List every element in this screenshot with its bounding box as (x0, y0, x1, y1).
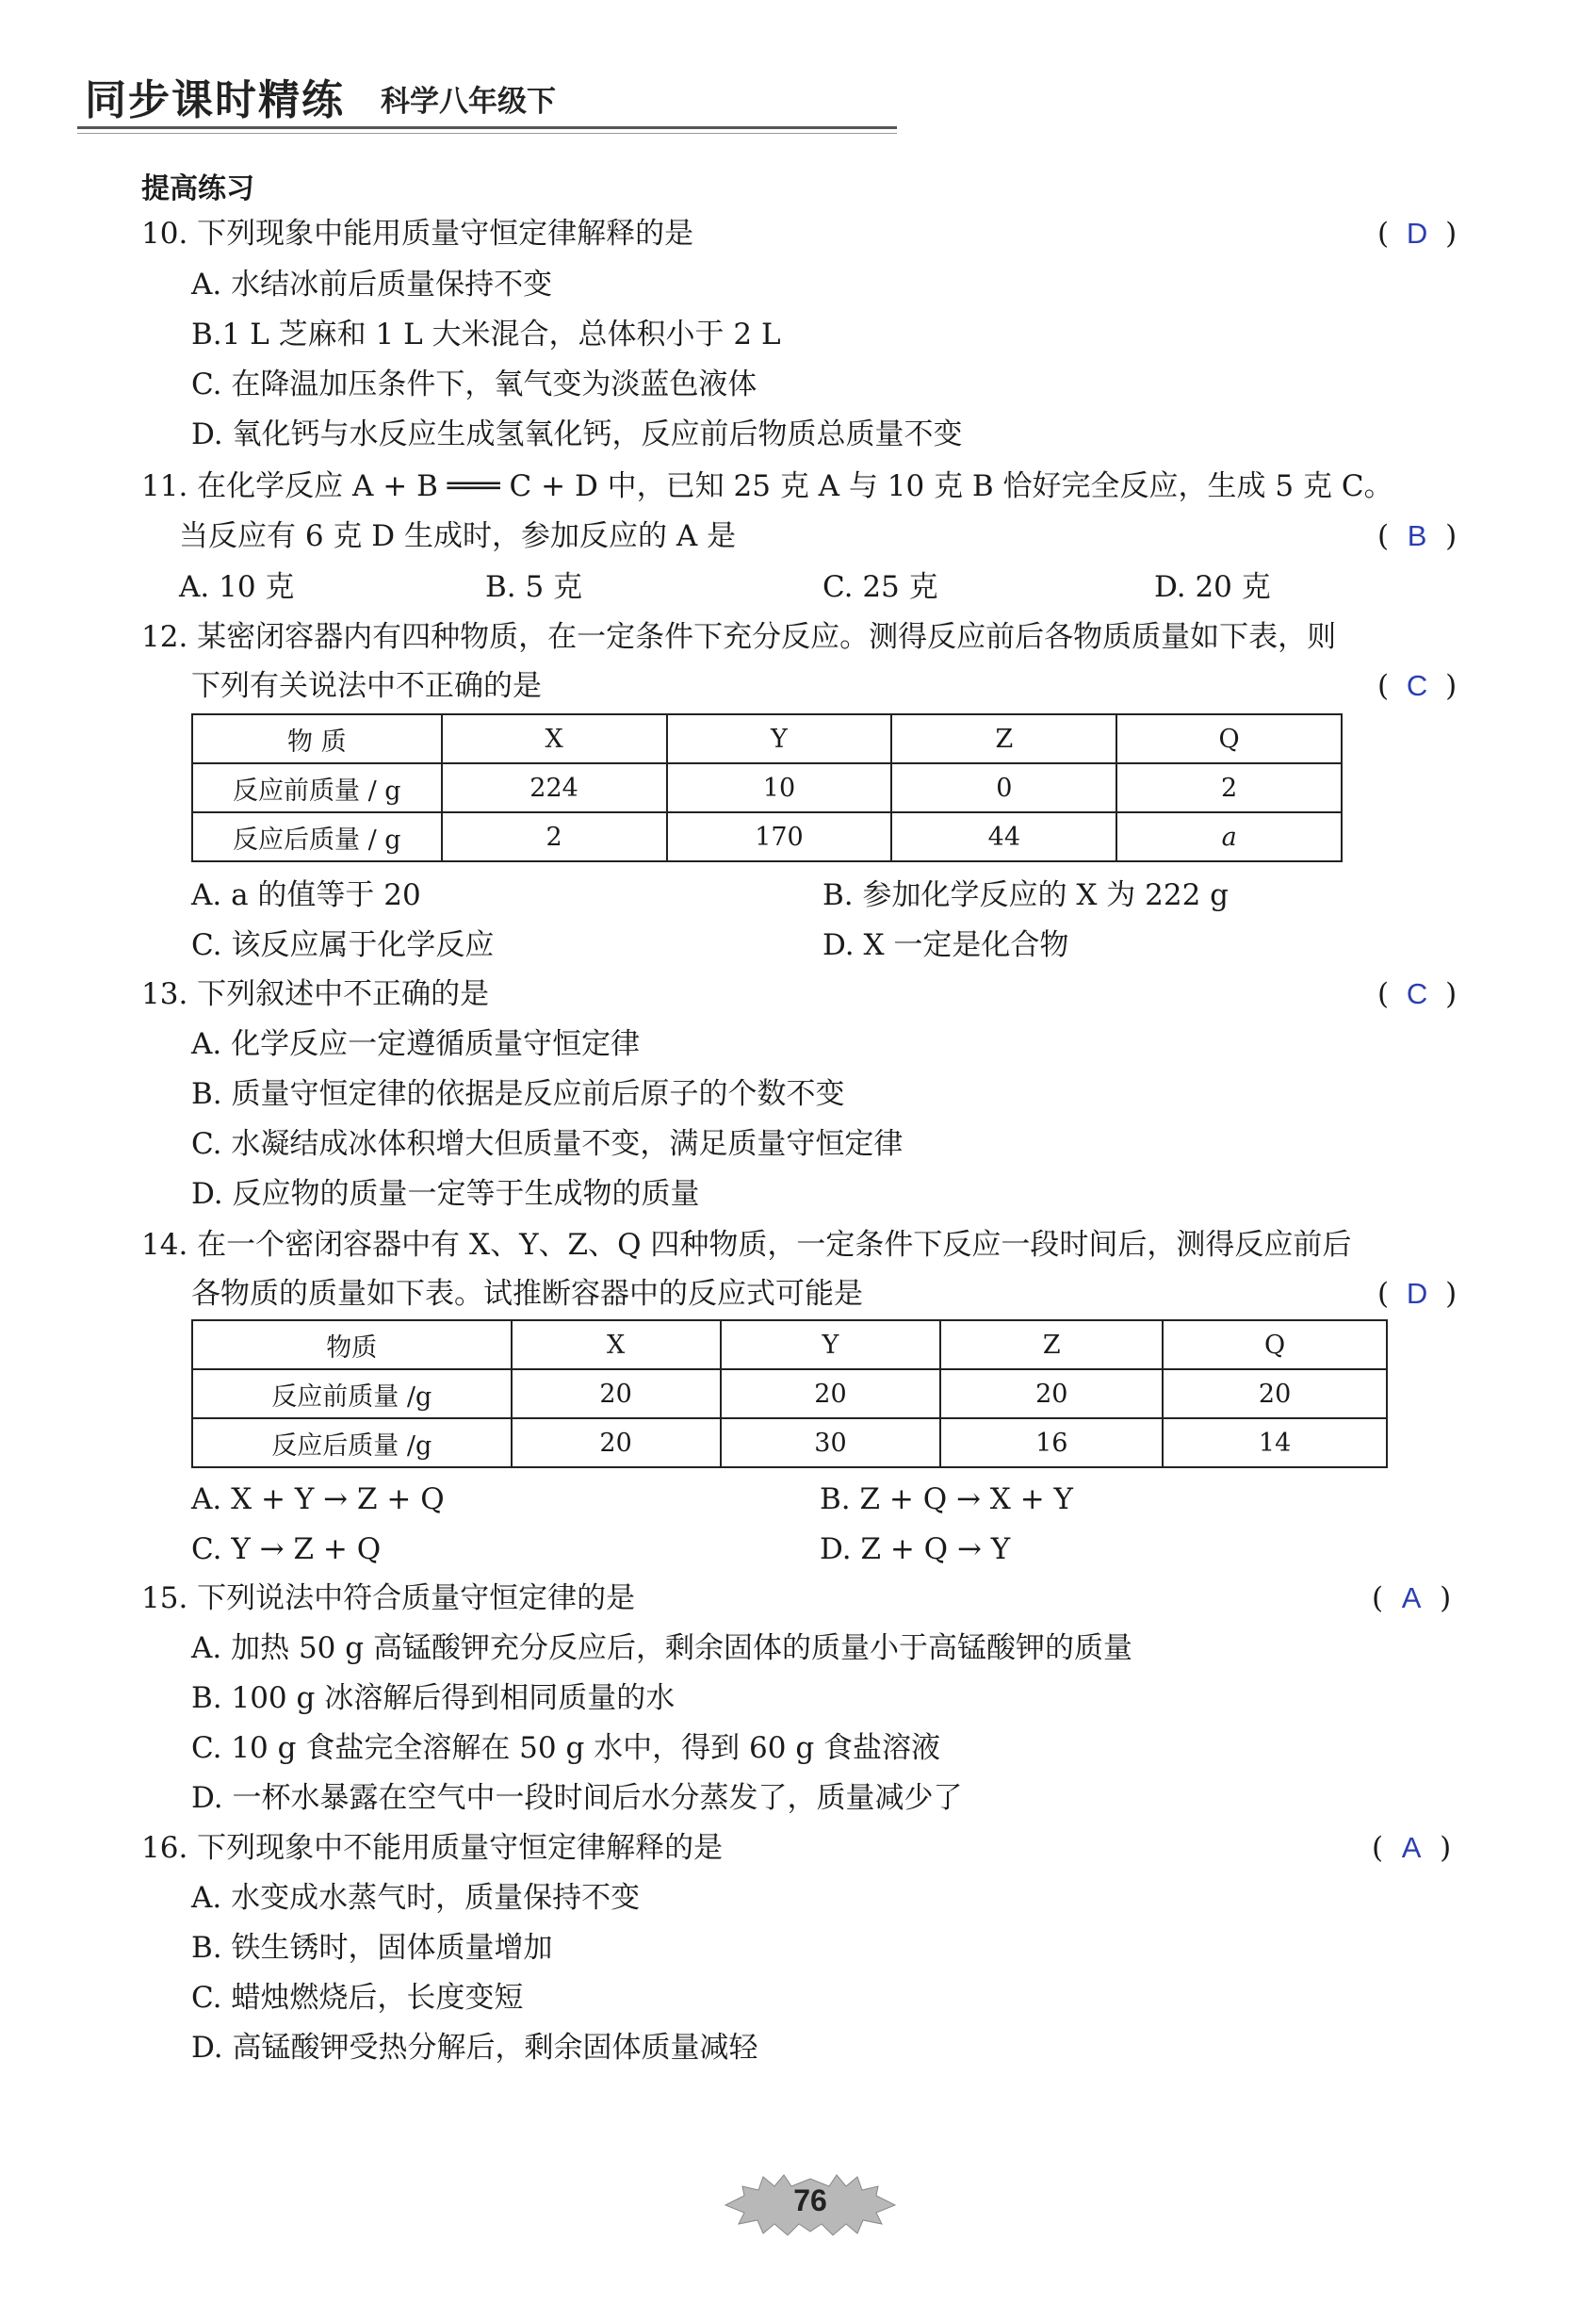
option: D. X 一定是化合物 (822, 928, 1069, 962)
answer-box: ( C ) (1377, 669, 1458, 703)
table-cell: 物 质 (192, 714, 442, 763)
option: A. a 的值等于 20 (191, 878, 421, 912)
table-cell: 10 (667, 763, 892, 812)
question-stem: 16. 下列现象中不能用质量守恒定律解释的是 (141, 1831, 724, 1865)
option: C. 25 克 (822, 570, 938, 604)
table-cell: 反应前质量 / g (192, 763, 442, 812)
option: B. 质量守恒定律的依据是反应前后原子的个数不变 (191, 1077, 845, 1111)
option: A. 10 克 (179, 570, 295, 604)
table-cell: Y (667, 714, 892, 763)
page-number: 76 (793, 2183, 827, 2217)
option: B. Z + Q → X + Y (820, 1482, 1074, 1516)
table-cell: 0 (891, 763, 1116, 812)
answer-box: ( D ) (1377, 1277, 1458, 1311)
option: A. 水变成水蒸气时，质量保持不变 (191, 1881, 641, 1915)
table-cell: X (512, 1320, 721, 1369)
page-header (68, 58, 897, 143)
table-cell: 44 (891, 812, 1116, 861)
table-cell: 224 (442, 763, 667, 812)
table-cell: 170 (667, 812, 892, 861)
option: D. 高锰酸钾受热分解后，剩余固体质量减轻 (191, 2031, 758, 2065)
table-row (192, 1418, 1387, 1467)
header-rule (77, 126, 897, 129)
option: D. 20 克 (1154, 570, 1271, 604)
table-cell: Z (940, 1320, 1163, 1369)
option: A. X + Y → Z + Q (191, 1482, 445, 1516)
question-stem: 各物质的质量如下表。试推断容器中的反应式可能是 (191, 1277, 863, 1311)
answer-box: ( B ) (1377, 519, 1458, 553)
table-cell: 反应后质量 /g (192, 1418, 512, 1467)
question-stem: 13. 下列叙述中不正确的是 (141, 977, 490, 1011)
table-cell: 2 (1116, 763, 1342, 812)
book-title: 同步课时精练 (85, 76, 345, 124)
table-cell: 30 (721, 1418, 941, 1467)
option: C. 蜡烛燃烧后，长度变短 (191, 1981, 524, 2015)
option: B. 5 克 (485, 570, 583, 604)
option: D. 氧化钙与水反应生成氢氧化钙，反应前后物质总质量不变 (191, 417, 963, 451)
table-header-row (192, 714, 1342, 763)
question-stem: 下列有关说法中不正确的是 (191, 669, 542, 703)
option: B. 参加化学反应的 X 为 222 g (822, 878, 1229, 912)
option: B. 铁生锈时，固体质量增加 (191, 1931, 553, 1965)
answer-letter: A (1401, 1581, 1422, 1614)
table-row (192, 1369, 1387, 1418)
table-row (192, 812, 1342, 861)
table-cell: 2 (442, 812, 667, 861)
option: D. 反应物的质量一定等于生成物的质量 (191, 1177, 700, 1211)
option: B.1 L 芝麻和 1 L 大米混合，总体积小于 2 L (191, 318, 781, 351)
table-cell: X (442, 714, 667, 763)
answer-box: ( A ) (1372, 1831, 1452, 1865)
table-cell: Y (721, 1320, 941, 1369)
table-cell: 20 (1163, 1369, 1387, 1418)
table-cell: 20 (512, 1418, 721, 1467)
option: C. Y → Z + Q (191, 1532, 382, 1566)
answer-letter: B (1407, 519, 1427, 552)
question-stem: 当反应有 6 克 D 生成时，参加反应的 A 是 (179, 519, 737, 553)
page-footer (716, 2158, 904, 2243)
option: C. 在降温加压条件下，氧气变为淡蓝色液体 (191, 368, 757, 401)
option: D. Z + Q → Y (820, 1532, 1011, 1566)
answer-letter: A (1401, 1831, 1422, 1864)
table-cell: Q (1116, 714, 1342, 763)
table-cell: 20 (940, 1369, 1163, 1418)
answer-letter: D (1406, 217, 1428, 250)
table-cell: 16 (940, 1418, 1163, 1467)
table-cell: 14 (1163, 1418, 1387, 1467)
question-stem: 15. 下列说法中符合质量守恒定律的是 (141, 1581, 636, 1615)
table-cell: 20 (721, 1369, 941, 1418)
table-cell: 物质 (192, 1320, 512, 1369)
section-title: 提高练习 (141, 172, 254, 205)
answer-letter: C (1406, 977, 1428, 1010)
option: C. 10 g 食盐完全溶解在 50 g 水中，得到 60 g 食盐溶液 (191, 1731, 941, 1765)
option: B. 100 g 冰溶解后得到相同质量的水 (191, 1681, 676, 1715)
option: A. 水结冰前后质量保持不变 (191, 268, 553, 302)
answer-box: ( C ) (1377, 977, 1458, 1011)
question-stem: 12. 某密闭容器内有四种物质，在一定条件下充分反应。测得反应前后各物质质量如下表，则 (141, 620, 1337, 654)
table-cell: Q (1163, 1320, 1387, 1369)
table-cell: a (1116, 812, 1342, 861)
option: C. 水凝结成冰体积增大但质量不变，满足质量守恒定律 (191, 1127, 904, 1161)
answer-box: ( D ) (1377, 217, 1458, 251)
header-rule-thin (77, 133, 897, 134)
table-cell: 反应前质量 /g (192, 1369, 512, 1418)
answer-letter: C (1406, 669, 1428, 702)
question-stem: 11. 在化学反应 A + B ═══ C + D 中，已知 25 克 A 与 10 克 B 恰好完全反应，生成 5 克 C。 (141, 469, 1393, 503)
table-cell: 20 (512, 1369, 721, 1418)
book-subtitle: 科学八年级下 (381, 85, 556, 119)
table-cell: Z (891, 714, 1116, 763)
answer-letter: D (1406, 1277, 1428, 1310)
question-stem: 10. 下列现象中能用质量守恒定律解释的是 (141, 217, 694, 251)
option: D. 一杯水暴露在空气中一段时间后水分蒸发了，质量减少了 (191, 1781, 963, 1815)
option: A. 加热 50 g 高锰酸钾充分反应后，剩余固体的质量小于高锰酸钾的质量 (191, 1631, 1132, 1665)
answer-box: ( A ) (1372, 1581, 1452, 1615)
table-row (192, 763, 1342, 812)
table-cell: 反应后质量 / g (192, 812, 442, 861)
question-stem: 14. 在一个密闭容器中有 X、Y、Z、Q 四种物质，一定条件下反应一段时间后，测得反应前后 (141, 1228, 1352, 1262)
data-table-q14 (191, 1319, 1388, 1468)
table-header-row (192, 1320, 1387, 1369)
option: C. 该反应属于化学反应 (191, 928, 495, 962)
option: A. 化学反应一定遵循质量守恒定律 (191, 1027, 641, 1061)
data-table-q12 (191, 713, 1343, 862)
